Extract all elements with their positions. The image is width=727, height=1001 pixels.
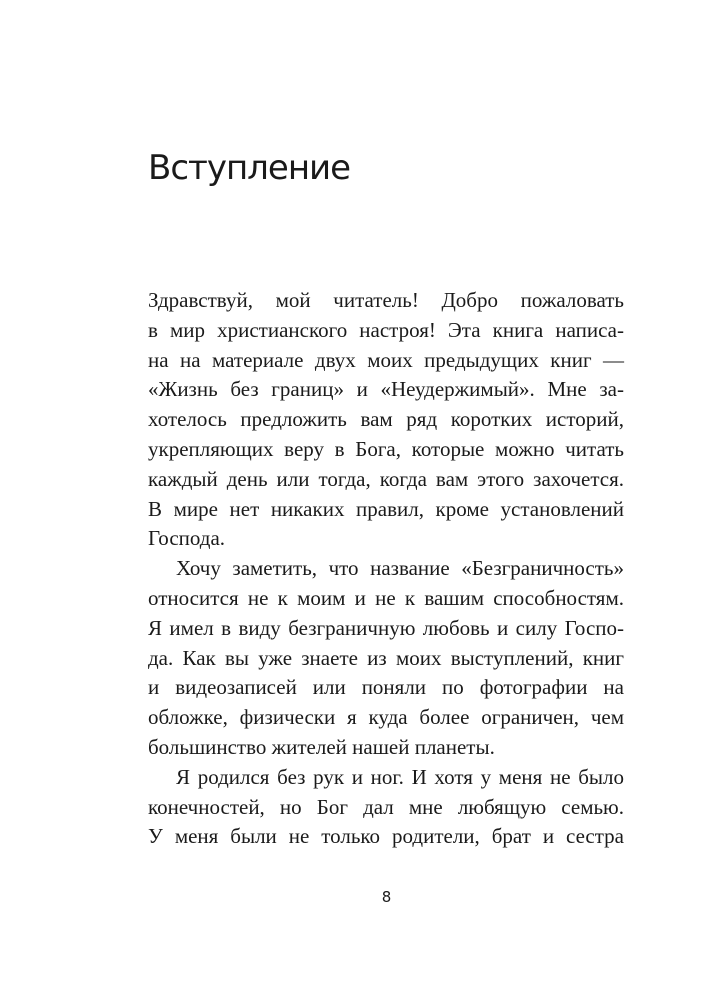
- text-line: Господа.: [148, 526, 226, 551]
- text-line: относится не к моим и не к вашим способностям.: [148, 585, 624, 610]
- text-line: большинство жителей нашей планеты.: [148, 734, 495, 759]
- text-line: укрепляющих веру в Бога, которые можно читать: [148, 436, 624, 461]
- text-line: обложке, физически я куда более ограничен, чем: [148, 705, 624, 730]
- text-line: Я имел в виду безграничную любовь и силу Госпо-: [148, 615, 624, 640]
- text-line: каждый день или тогда, когда вам этого захочется.: [148, 466, 624, 491]
- text-line: Хочу заметить, что название «Безграничность»: [176, 556, 624, 581]
- text-line: да. Как вы уже знаете из моих выступлений, книг: [148, 645, 624, 670]
- text-line: «Жизнь без границ» и «Неудержимый». Мне за-: [148, 377, 624, 402]
- body-text: [148, 286, 624, 852]
- text-line: У меня были не только родители, брат и сестра: [148, 824, 624, 849]
- page-number: 8: [381, 888, 392, 906]
- text-line: Здравствуй, мой читатель! Добро пожаловать: [148, 288, 624, 312]
- text-line: конечностей, но Бог дал мне любящую семью.: [148, 794, 624, 819]
- text-line: и видеозаписей или поняли по фотографии на: [148, 675, 624, 700]
- text-line: В мире нет никаких правил, кроме установлений: [148, 496, 624, 521]
- text-line: на на материале двух моих предыдущих книг —: [148, 347, 624, 372]
- chapter-title: Вступление: [148, 148, 351, 188]
- text-line: в мир христианского настроя! Эта книга написа-: [148, 317, 624, 342]
- text-line: хотелось предложить вам ряд коротких историй,: [148, 407, 624, 432]
- text-line: Я родился без рук и ног. И хотя у меня не было: [176, 764, 624, 789]
